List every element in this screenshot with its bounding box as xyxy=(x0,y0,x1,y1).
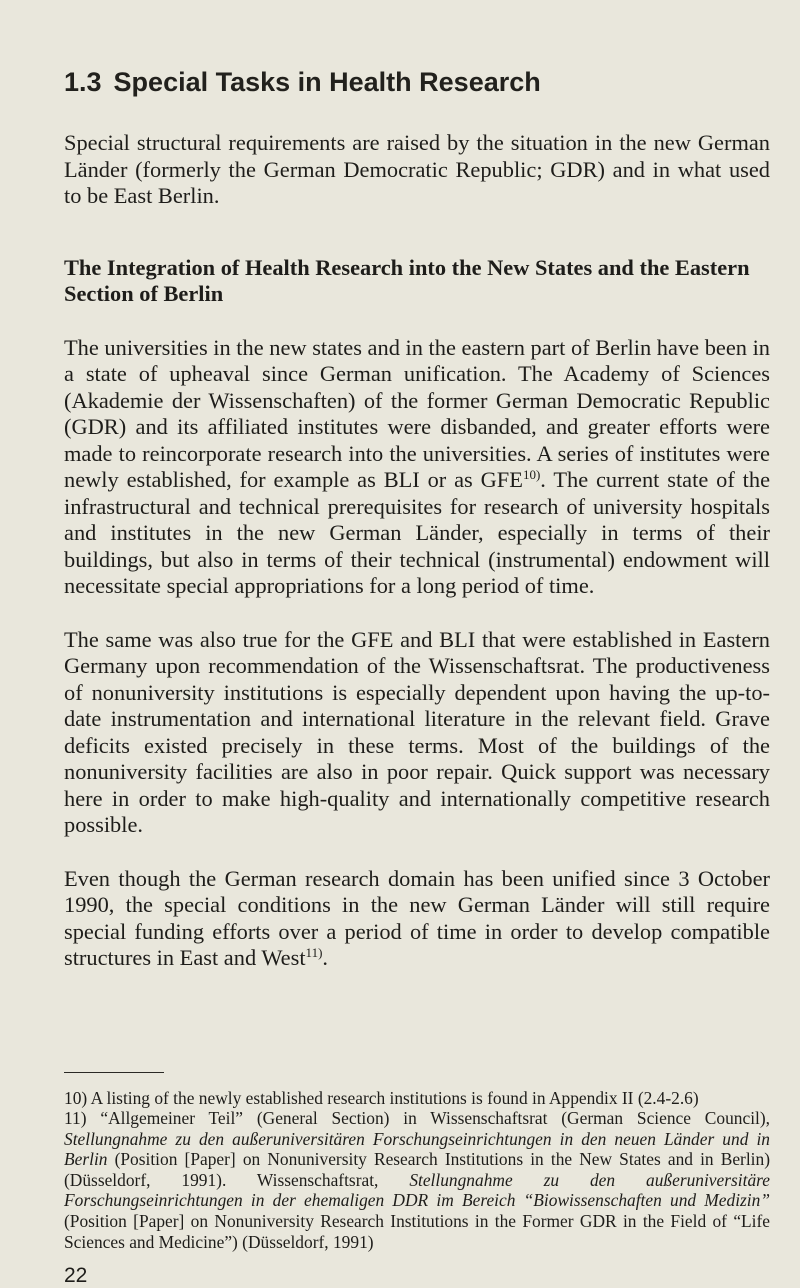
paragraph-text: The universities in the new states and in the eastern part of Berlin have been in a state of upheaval since German unification. The Academy of Sciences (Akademie der Wissenschaften) of the former German Democratic Republic (GDR) and its affiliated institutes were disbanded, and greater efforts were made to reincorporate research into the universities. A series of institutes were newly established, for example as BLI or as GFE xyxy=(64,334,770,492)
footnote-title-italic: Stellungnahme zu den außeruniversitären Forschungseinrichtungen in den neuen Länder und in Berlin xyxy=(64,1128,770,1170)
footnote-divider xyxy=(64,1072,164,1073)
footnote-ref-11: 11) xyxy=(305,945,323,960)
footnote-title-italic: Stellungnahme zu den außeruniversitäre Forschungseinrichtungen in der ehemaligen DDR im Bereich “Biowissenschaften und Medizin” xyxy=(64,1169,770,1211)
section-title: Special Tasks in Health Research xyxy=(113,67,541,97)
document-page xyxy=(64,66,770,1288)
paragraph-gfe-bli: The same was also true for the GFE and BLI that were established in Eastern Germany upon recommendation of the Wissenschaftsrat. The productiveness of nonuniversity institutions is especially dependent upon having the up-to-date instrumentation and international literature in the relevant field. Grave deficits existed precisely in these terms. Most of the buildings of the nonuniversity facilities are also in poor repair. Quick support was necessary here in order to make high-quality and internationally competitive research possible. xyxy=(64,626,770,837)
footnote-text: (Position [Paper] on Nonuniversity Research Institutions in the Former GDR in the Field of “Life Sciences and Medicine”) (Düsseldorf, 1991) xyxy=(64,1211,770,1252)
footnote-10: 10) A listing of the newly established research institutions is found in Appendix II (2.4-2.6) xyxy=(64,1087,699,1108)
footnote-text: 11) “Allgemeiner Teil” (General Section) in Wissenschaftsrat (German Science Council), xyxy=(64,1108,770,1129)
footnote-ref-10: 10) xyxy=(522,467,541,482)
section-heading xyxy=(64,66,770,98)
section-number: 1.3 xyxy=(64,67,102,97)
paragraph-text: . The current state of the infrastructural and technical prerequisites for research of university hospitals and institutes in the new German Länder, especially in terms of their buildings, but also in terms of their technical (instrumental) endowment will necessitate special appropriations for a long period of time. xyxy=(64,467,771,598)
paragraph-text: Even though the German research domain has been unified since 3 October 1990, the special conditions in the new German Länder will still require special funding efforts over a period of time in order to develop compatible structures in East and West xyxy=(64,865,770,970)
paragraph-universities xyxy=(64,335,770,600)
intro-paragraph: Special structural requirements are raised by the situation in the new German Länder (formerly the German Democratic Republic; GDR) and in what used to be East Berlin. xyxy=(64,130,770,208)
footnotes xyxy=(64,1088,770,1253)
page-number: 22 xyxy=(64,1264,88,1288)
paragraph-text: . xyxy=(322,945,329,970)
footnote-11 xyxy=(64,1108,770,1252)
footnote-text: (Position [Paper] on Nonuniversity Research Institutions in the New States and in Berlin) (Düsseldorf, 1991). Wissenschaftsrat, xyxy=(64,1149,770,1190)
paragraph-unification xyxy=(64,866,770,972)
subsection-heading: The Integration of Health Research into the New States and the Eastern Section of Berlin xyxy=(64,254,750,306)
